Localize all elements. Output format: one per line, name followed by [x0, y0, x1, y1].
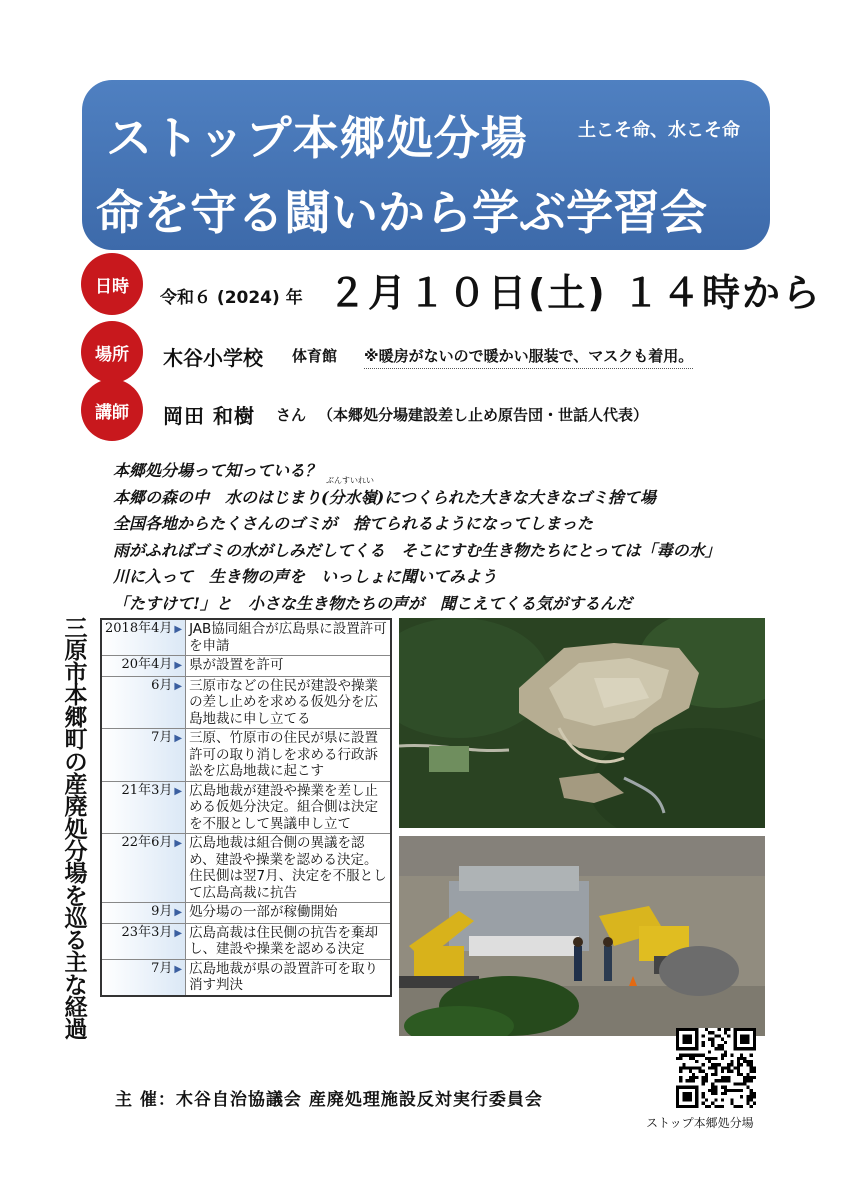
timeline-date: 23年3月 ▶: [101, 923, 186, 959]
timeline-title-char: 町: [64, 727, 88, 754]
timeline-date: 6月 ▶: [101, 676, 186, 729]
poem-line: 「たすけて!」と 小さな生き物たちの声が 聞こえてくる気がするんだ: [113, 593, 633, 613]
timeline-title-char: 原: [64, 638, 88, 665]
timeline-date: 2018年4月 ▶: [101, 619, 186, 656]
poem-line: 雨がふればゴミの水がしみだしてくる そこにすむ生き物たちにとっては「毒の水」: [113, 540, 721, 560]
poem-line: [113, 475, 721, 512]
lecturer-role: （本郷処分場建設差し止め原告団・世話人代表）: [318, 406, 649, 424]
qr-caption: ストップ本郷処分場: [646, 1116, 754, 1130]
datetime-date: ２月１０日(土) １４時から: [328, 271, 822, 315]
timeline-title-char: 本: [64, 682, 88, 709]
place-badge: 場所: [81, 321, 143, 383]
timeline-title-char: 場: [64, 861, 88, 888]
timeline-text: 三原市などの住民が建設や操業の差し止めを求める仮処分を広島地裁に申し立てる: [186, 676, 391, 729]
poem-line: 全国各地からたくさんのゴミが 捨てられるようになってしまった: [113, 514, 594, 533]
timeline-title: [60, 618, 92, 1042]
poem-line: 本郷処分場って知っている？: [113, 461, 322, 480]
excavator-photo-illustration: [399, 836, 765, 1036]
qr-code-image: [676, 1028, 756, 1108]
timeline-date: 21年3月 ▶: [101, 781, 186, 834]
excavator-photo: [399, 836, 765, 1036]
lecturer-honorific: さん: [276, 406, 307, 424]
timeline-title-char: 郷: [64, 705, 88, 732]
timeline-date: 7月 ▶: [101, 959, 186, 996]
timeline-title-char: 巡: [64, 905, 88, 932]
table-row: [101, 656, 391, 677]
lecturer-name: 岡田 和樹: [163, 404, 255, 428]
aerial-photo: [399, 618, 765, 828]
poem-line: 川に入って 生き物の声を いっしょに聞いてみよう: [113, 567, 498, 586]
timeline-title-char: の: [64, 749, 88, 776]
poem: [113, 458, 721, 617]
timeline-title-char: 市: [64, 660, 88, 687]
timeline-title-char: る: [64, 928, 88, 955]
place-note: ※暖房がないので暖かい服装で、マスクも着用。: [364, 345, 693, 369]
timeline-text: 三原、竹原市の住民が県に設置許可の取り消しを求める行政訴訟を広島地裁に起こす: [186, 729, 391, 782]
timeline-text: JAB協同組合が広島県に設置許可を申請: [189, 621, 387, 654]
datetime-era: 令和６ (2024) 年: [160, 288, 303, 308]
timeline-date: 20年4月 ▶: [101, 656, 186, 677]
place-name: 木谷小学校: [163, 346, 263, 370]
timeline-title-char: 主: [64, 950, 88, 977]
timeline-date: 7月 ▶: [101, 729, 186, 782]
table-row: [101, 781, 391, 834]
place-sub: 体育館: [292, 347, 338, 365]
timeline-text: 広島地裁は組合側の異議を認め、建設や操業を認める決定。住民側は翌7月、決定を不服として広島高裁に抗告: [186, 834, 391, 903]
datetime-badge: 日時: [81, 253, 143, 315]
title-banner: [82, 80, 770, 250]
timeline-title-char: 過: [64, 1017, 88, 1044]
table-row: [101, 676, 391, 729]
timeline-date: 9月 ▶: [101, 903, 186, 924]
organizer: 主 催：木谷自治協議会 産廃処理施設反対実行委員会: [115, 1090, 543, 1110]
poem-ruby: ぶんすいれい: [326, 475, 374, 485]
timeline-title-char: 産: [64, 772, 88, 799]
timeline-text: 広島地裁が建設や操業を差し止める仮処分決定。組合側は決定を不服として異議申し立て: [186, 781, 391, 834]
table-row: [101, 903, 391, 924]
timeline-title-char: 経: [64, 995, 88, 1022]
timeline-text: 処分場の一部が稼働開始: [186, 903, 391, 924]
lecturer-badge: 講師: [81, 379, 143, 441]
title-line1: ストップ本郷処分場: [106, 111, 528, 165]
timeline-text: 広島地裁が県の設置許可を取り消す判決: [186, 959, 391, 996]
table-row: [101, 959, 391, 996]
timeline-title-char: な: [64, 972, 88, 999]
timeline-title-char: 分: [64, 838, 88, 865]
table-row: [101, 923, 391, 959]
timeline-text: 広島高裁は住民側の抗告を棄却し、建設や操業を認める決定: [186, 923, 391, 959]
timeline-title-char: 廃: [64, 794, 88, 821]
qr-code[interactable]: [676, 1028, 756, 1108]
timeline-title-char: 三: [64, 616, 88, 642]
table-row: [101, 729, 391, 782]
table-row: [101, 619, 391, 656]
timeline-text: 県が設置を許可: [186, 656, 391, 677]
timeline-title-char: を: [64, 883, 88, 910]
title-line2: 命を守る闘いから学ぶ学習会: [96, 186, 707, 241]
title-subtitle: 土こそ命、水こそ命: [578, 120, 740, 141]
timeline-title-chars: [60, 618, 92, 1042]
timeline-table: [100, 618, 392, 997]
poem-line-text: 本郷の森の中 水のはじまり(分水嶺)につくられた大きな大きなゴミ捨て場: [113, 487, 656, 507]
table-row: [101, 834, 391, 903]
aerial-photo-illustration: [399, 618, 765, 828]
timeline-date: 22年6月 ▶: [101, 834, 186, 903]
timeline-title-char: 処: [64, 816, 88, 843]
